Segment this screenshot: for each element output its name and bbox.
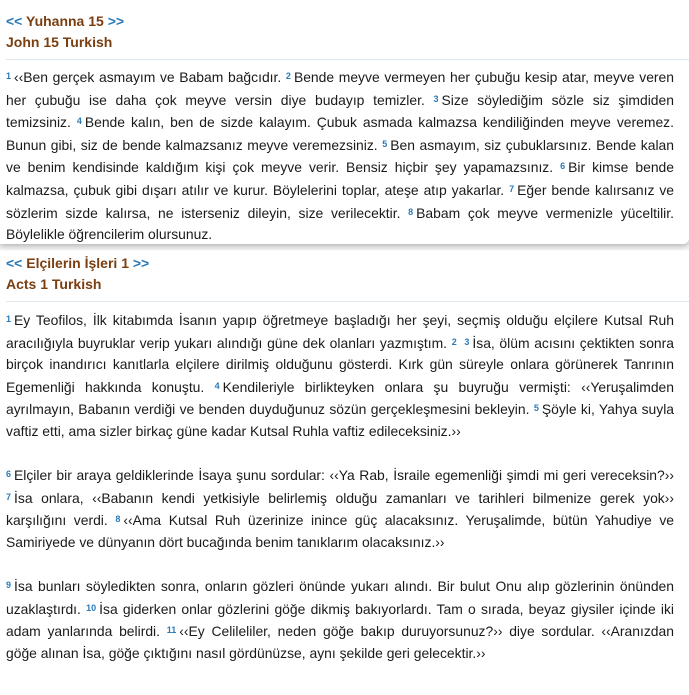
chapter-text bbox=[6, 66, 674, 246]
verse-number: 9 bbox=[6, 580, 12, 591]
divider bbox=[6, 59, 689, 60]
paragraph bbox=[6, 575, 674, 664]
prev-chapter-link[interactable]: << bbox=[6, 13, 23, 29]
verse-number: 1 bbox=[6, 314, 12, 324]
verse-number: 10 bbox=[86, 602, 97, 613]
verse-text: Bende kalın, ben de sizde kalayım. Çubuk asmada kalmazsa kendiliğinden meyve veremez. Bunun gibi, siz de bende kalmazsanız meyve veremezsiniz. bbox=[6, 114, 674, 153]
acts-1-panel bbox=[0, 250, 689, 695]
verse-number: 6 bbox=[560, 161, 566, 172]
verse-text: İsa onlara, ‹‹Babanın kendi yetkisiyle belirlemiş olduğu zamanları ve tarihleri bilmenize gerek yok›› karşılığını verdi. bbox=[6, 489, 674, 529]
chapter-subtitle: Acts 1 Turkish bbox=[6, 276, 102, 292]
verse-text: ‹‹Ey Celileliler, neden göğe bakıp duruyorsunuz?›› diye sordular. ‹‹Aranızdan göğe alınan İsa, göğe çıktığını nasıl gördünüzse, aynı şekilde geri gelecektir.›› bbox=[6, 623, 674, 661]
verse-text: Bende meyve vermeyen her çubuğu kesip atar, meyve veren her çubuğu ise daha çok meyve versin diye budayıp temizler. bbox=[6, 69, 674, 108]
verse-text: Ben asmayım, siz çubuklarsınız. Bende kalan ve benim kendisinde kaldığım kişi çok meyve verir. Bensiz hiçbir şey yapamazsınız. bbox=[6, 136, 674, 176]
john-15-panel bbox=[0, 0, 689, 244]
verse-text: Şöyle ki, Yahya suyla vaftiz etti, ama sizler birkaç güne kadar Kutsal Ruhla vaftiz edileceksiniz.›› bbox=[6, 401, 675, 439]
verse-text: Eğer bende kalırsanız ve sözlerim sizde kalırsa, ne isterseniz dileyin, size verilecektir. bbox=[6, 181, 674, 221]
verse-number: 2 bbox=[451, 336, 457, 347]
verse-number: 6 bbox=[6, 469, 12, 480]
divider bbox=[6, 301, 689, 302]
verse-text: ‹‹Ben gerçek asmayım ve Babam bağcıdır. bbox=[14, 69, 282, 85]
verse-text: Kendileriyle birlikteyken onlara şu buyruğu vermişti: ‹‹Yeruşalimden ayrılmayın, Babanın verdiği ve benden duyduğunuz sözün gerçekleşmesini bekleyin. bbox=[6, 378, 675, 418]
paragraph bbox=[6, 464, 674, 553]
verse-text: İsa giderken onlar gözlerini göğe dikmiş bakıyorlardı. Tam o sırada, beyaz giysiler içinde iki adam yanlarında belirdi. bbox=[6, 600, 675, 640]
prev-chapter-link[interactable]: << bbox=[6, 255, 23, 271]
verse-text: İsa bunları söyledikten sonra, onların gözleri önünde yukarı alındı. Bir bulut Onu alıp gözlerinin önünden uzaklaştırdı. bbox=[6, 578, 674, 617]
chapter-title-link[interactable]: Elçilerin İşleri 1 bbox=[26, 255, 129, 271]
chapter-text bbox=[6, 309, 674, 665]
verse-text: Babam çok meyve vermenizle yüceltilir. Böylelikle öğrencilerim olursunuz. bbox=[6, 204, 674, 243]
chapter-title-link[interactable]: Yuhanna 15 bbox=[26, 13, 104, 29]
chapter-nav-acts bbox=[6, 255, 149, 271]
verse-number: 2 bbox=[285, 71, 291, 81]
verse-number: 7 bbox=[6, 491, 12, 502]
chapter-nav-john bbox=[6, 13, 124, 29]
verse-number: 8 bbox=[408, 206, 414, 217]
verse-number: 5 bbox=[382, 138, 388, 149]
verse-text: Ey Teofilos, İlk kitabımda İsanın yapıp öğretmeye başladığı her şeyi, seçmiş olduğu elçilere Kutsal Ruh aracılığıyla buyruklar verip yukarı alındığı güne dek olanları yazmıştım. bbox=[6, 312, 674, 351]
next-chapter-link[interactable]: >> bbox=[132, 255, 150, 271]
verse-number: 1 bbox=[6, 71, 12, 81]
paragraph bbox=[6, 309, 674, 443]
next-chapter-link[interactable]: >> bbox=[107, 13, 125, 29]
verse-number: 8 bbox=[115, 514, 121, 525]
verse-number: 5 bbox=[533, 403, 539, 414]
verse-number: 11 bbox=[166, 625, 177, 636]
verse-number: 7 bbox=[509, 183, 515, 194]
verse-number: 4 bbox=[214, 380, 220, 391]
paragraph bbox=[6, 66, 674, 246]
verse-text: Size söylediğim sözle siz şimdiden temizsiniz. bbox=[6, 91, 674, 131]
verse-text: ‹‹Ama Kutsal Ruh üzerinize inince güç alacaksınız. Yeruşalimde, bütün Yahudiye ve Samiriyede ve dünyanın dört bucağında benim tanıklarım olacaksınız.›› bbox=[6, 512, 675, 550]
verse-text: Elçiler bir araya geldiklerinde İsaya şunu sordular: ‹‹Ya Rab, İsraile egemenliği şimdi mi geri vereceksin?›› bbox=[14, 467, 674, 484]
verse-number: 4 bbox=[76, 116, 82, 127]
verse-number: 3 bbox=[464, 336, 470, 347]
verse-text: İsa, ölüm acısını çektikten sonra birçok inandırıcı kanıtlarla elçilere dirilmiş olduğunu gösterdi. Kırk gün süreyle onlara görünerek Tanrının Egemenliği hakkında konuştu. bbox=[6, 334, 674, 395]
verse-number: 3 bbox=[433, 93, 439, 104]
verse-text: Bir kimse bende kalmazsa, çubuk gibi dışarı atılır ve kurur. Böylelerini toplar, ateşe atıp yakarlar. bbox=[6, 159, 674, 198]
chapter-subtitle: John 15 Turkish bbox=[6, 34, 113, 50]
